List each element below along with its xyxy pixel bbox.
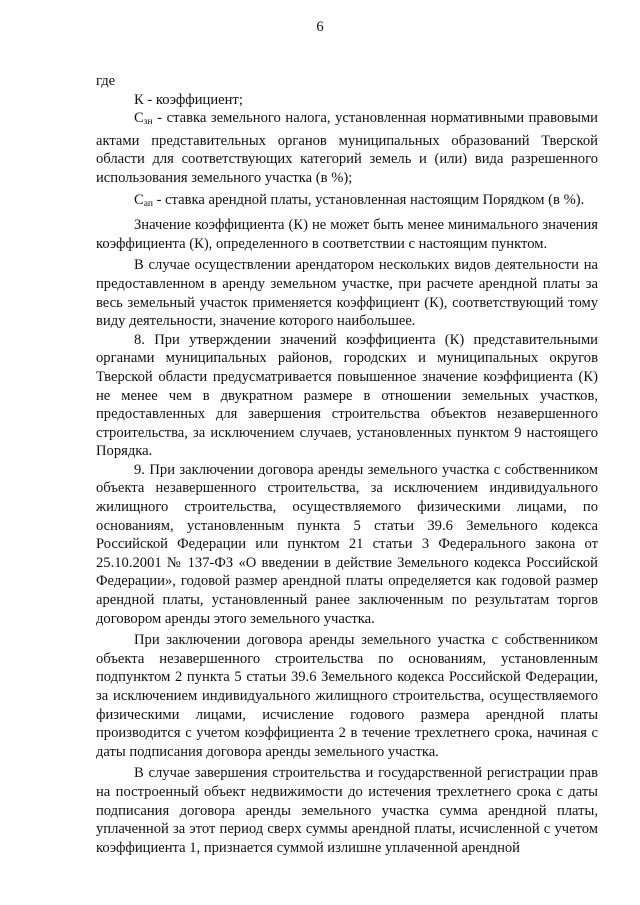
paragraph-construction-completion: В случае завершения строительства и государственной регистрации прав на построенный объект недвижимости до истечения трехлетнего срока с даты подписания договора аренды земельного участка сумма арендной платы, уплаченной за этот период сверх суммы арендной платы, исчисленной с учетом коэффициента 1, признается суммой излишне уплаченной арендной — [96, 765, 598, 856]
paragraph-multiple-activities: В случае осуществлении арендатором нескольких видов деятельности на предоставленном в аренду земельном участке, при расчете арендной платы за весь земельный участок применяется коэффициент (К), соответствующий тому виду деятельности, значение которого наибольшее. — [96, 257, 598, 330]
cap-symbol: С — [134, 191, 144, 208]
czn-text: - ставка земельного налога, установленная нормативными правовыми актами представительных органов муниципальных образований Тверской области для соответствующих категорий земель и (или) вида разрешенного использования земельного участка (в %); — [96, 110, 598, 186]
cap-subscript: ап — [143, 198, 153, 209]
definition-cap — [96, 191, 598, 214]
paragraph-unfinished-construction: При заключении договора аренды земельного участка с собственником объекта незавершенного строительства по основаниям, установленным подпунктом 2 пункта 5 статьи 39.6 Земельного кодекса Российской Федерации, за исключением индивидуального жилищного строительства, осуществляемого физическими лицами, исчисление годового размера арендной платы производится с учетом коэффициента 2 в течение трехлетнего срока, начиная с даты подписания договора аренды земельного участка. — [96, 632, 598, 760]
cap-text: - ставка арендной платы, установленная настоящим Порядком (в %). — [152, 191, 585, 208]
lead-word: где — [96, 73, 116, 89]
paragraph-coefficient-minimum: Значение коэффициента (К) не может быть менее минимального значения коэффициента (К), определенного в соответствии с настоящим пунктом. — [96, 217, 598, 252]
document-body — [96, 72, 598, 857]
paragraph-item-9: 9. При заключении договора аренды земельного участка с собственником объекта незавершенного строительства, за исключением индивидуального жилищного строительства, осуществляемого физическими лицами, по основаниям, установленным пункта 5 статьи 39.6 Земельного кодекса Российской Федерации или пунктом 21 статьи 3 Федерального закона от 25.10.2001 № 137-ФЗ «О введении в действие Земельного кодекса Российской Федерации», годовой размер арендной платы определяется как годовой размер арендной платы, установленный ранее заключенным по результатам торгов договором аренды этого земельного участка. — [96, 461, 598, 627]
definition-k: К - коэффициент; — [134, 91, 243, 108]
definition-czn — [96, 109, 598, 187]
czn-subscript: зн — [143, 117, 153, 128]
czn-symbol: С — [134, 110, 144, 127]
page-number: 6 — [316, 19, 324, 35]
paragraph-item-8: 8. При утверждении значений коэффициента (К) представительными органами муниципальных районов, городских и муниципальных округов Тверской области предусматривается повышенное значение коэффициента (К) не менее чем в двукратном размере в отношении земельных участков, предоставленных для завершения строительства объектов незавершенного строительства, за исключением случаев, установленных пунктом 9 настоящего Порядка. — [96, 331, 598, 460]
